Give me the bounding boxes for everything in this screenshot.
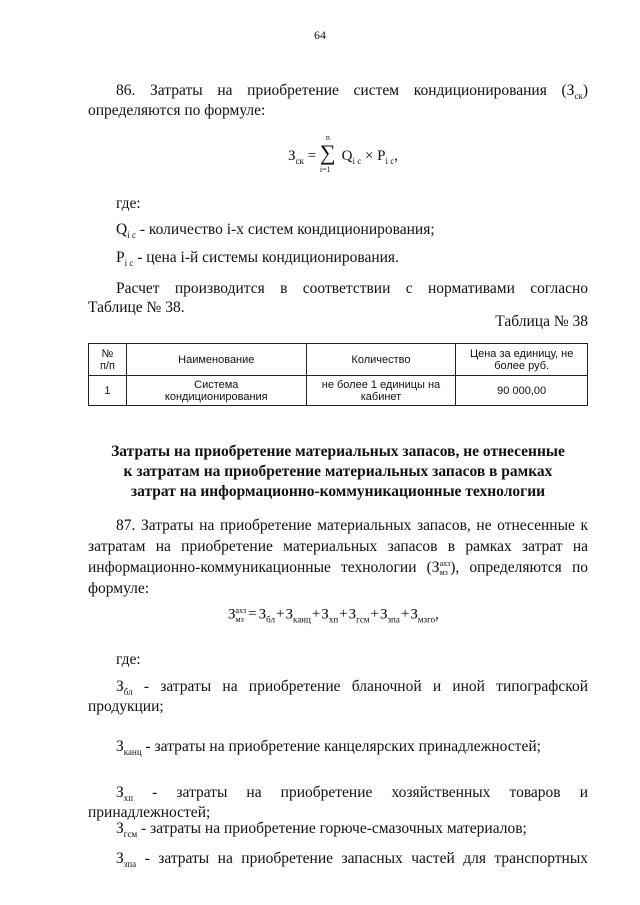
formula1-eq: = bbox=[307, 148, 317, 164]
p87-line3a: информационно-коммуникационные технологии (З bbox=[88, 559, 440, 576]
header-price: Цена за единицу, не более руб. bbox=[456, 344, 588, 376]
formula2-eq: = bbox=[248, 606, 257, 623]
definition-item bbox=[116, 818, 588, 845]
formula1-p-sub: i c bbox=[385, 156, 395, 166]
formula1-end: , bbox=[394, 148, 399, 164]
formula2-term-sub: бл bbox=[266, 614, 275, 625]
paragraph-87-line4: формуле: bbox=[88, 580, 150, 597]
cell-qty: не более 1 единицы на кабинет bbox=[306, 376, 456, 406]
formula2-lhs: З bbox=[228, 606, 236, 623]
definition-continuation: принадлежностей; bbox=[88, 804, 211, 821]
cell-num: 1 bbox=[89, 376, 127, 406]
formula2-term-sub: хп bbox=[328, 614, 339, 625]
sum-bottom: i=1 bbox=[319, 165, 331, 174]
definition-symbol: З bbox=[116, 784, 124, 801]
p87-sub: мз bbox=[439, 568, 448, 578]
where-label-1: где: bbox=[116, 195, 141, 212]
definition-sub: хп bbox=[123, 793, 134, 804]
formula2-term-symbol: З bbox=[379, 606, 388, 623]
formula1-q: Q bbox=[341, 148, 353, 164]
formula2-term-symbol: З bbox=[258, 606, 267, 623]
formula-zmz bbox=[228, 606, 439, 624]
formula2-term-sub: канц bbox=[292, 614, 311, 625]
paragraph-87-line3 bbox=[88, 557, 588, 579]
p87-line3b: ), определяются по bbox=[450, 559, 589, 576]
definition-sub: канц bbox=[123, 747, 142, 758]
definition-item bbox=[116, 736, 588, 763]
formula2-term-symbol: З bbox=[348, 606, 357, 623]
calc-text-line1: Расчет производится в соответствии с нормативами согласно bbox=[116, 280, 588, 297]
def-q-text: - количество i-х систем кондиционирования; bbox=[139, 221, 435, 238]
definition-p bbox=[116, 247, 596, 274]
cell-name: Система кондиционирования bbox=[126, 376, 306, 406]
formula2-term-symbol: З bbox=[410, 606, 418, 623]
formula2-lhs-sub: мз bbox=[235, 615, 244, 624]
formula2-term-sub: мзго bbox=[417, 614, 436, 625]
p86-end: ) bbox=[582, 82, 588, 99]
p86-sub: ск bbox=[574, 91, 583, 102]
paragraph-86-line2: определяются по формуле: bbox=[88, 102, 266, 119]
calc-text-line2: Таблице № 38. bbox=[88, 299, 185, 316]
sum-symbol: ∑ n i=1 bbox=[319, 133, 336, 174]
definition-text: - затраты на приобретение запасных частей для транспортных bbox=[136, 850, 588, 867]
formula2-plus: + bbox=[370, 606, 379, 623]
table-caption: Таблица № 38 bbox=[495, 313, 588, 330]
formula1-p: P bbox=[377, 148, 386, 164]
def-p-sub: i с bbox=[124, 258, 134, 269]
definition-symbol: З bbox=[116, 850, 124, 867]
definition-text: - затраты на приобретение канцелярских принадлежностей; bbox=[141, 738, 541, 755]
def-q-sub: i с bbox=[127, 230, 136, 241]
table-header-row bbox=[89, 344, 588, 376]
norm-table bbox=[88, 343, 588, 406]
definition-sub: гсм bbox=[123, 829, 138, 840]
p86-text: 86. Затраты на приобретение систем кондиционирования (З bbox=[116, 82, 575, 99]
header-num: № п/п bbox=[89, 344, 127, 376]
cell-price: 90 000,00 bbox=[456, 376, 588, 406]
header-qty: Количество bbox=[306, 344, 456, 376]
definition-text: - затраты на приобретение хозяйственных товаров и bbox=[133, 784, 588, 801]
formula2-term-symbol: З bbox=[285, 606, 293, 623]
formula1-q-sub: i c bbox=[352, 156, 362, 166]
definition-item bbox=[116, 848, 588, 875]
sum-top: n bbox=[325, 133, 330, 142]
formula1-lhs: З bbox=[288, 148, 296, 164]
def-p-text: - цена i-й системы кондиционирования. bbox=[137, 249, 399, 266]
where-label-2: где: bbox=[116, 651, 141, 668]
def-p-sym: P bbox=[116, 249, 125, 266]
definition-sub: бл bbox=[123, 687, 133, 698]
heading-line3: затрат на информационно-коммуникационные технологии bbox=[130, 483, 546, 500]
page-number: 64 bbox=[314, 28, 326, 42]
formula1-lhs-sub: ск bbox=[295, 156, 304, 166]
definition-symbol: З bbox=[116, 678, 124, 695]
paragraph-87-line2: затратам на приобретение материальных запасов в рамках затрат на bbox=[88, 538, 588, 555]
formula2-term-symbol: З bbox=[321, 606, 329, 623]
definition-text: - затраты на приобретение бланочной и иной типографской bbox=[132, 678, 588, 695]
heading-line1: Затраты на приобретение материальных запасов, не отнесенные bbox=[111, 443, 565, 460]
formula2-term-sub: гсм bbox=[356, 614, 370, 625]
table-row bbox=[89, 376, 588, 406]
formula2-term-sub: зпа bbox=[387, 614, 400, 625]
formula2-plus: + bbox=[275, 606, 285, 623]
heading-line2: к затратам на приобретение материальных запасов в рамках bbox=[123, 463, 553, 480]
definition-continuation: продукции; bbox=[88, 698, 164, 715]
section-heading bbox=[88, 442, 588, 502]
p87-sup: ахз bbox=[439, 559, 451, 569]
formula2-lhs-scripts bbox=[236, 606, 247, 624]
header-name: Наименование bbox=[126, 344, 306, 376]
formula2-plus: + bbox=[339, 606, 348, 623]
p87-symbol-scripts bbox=[440, 559, 451, 577]
definition-sub: зпа bbox=[123, 859, 137, 870]
formula2-end: , bbox=[435, 606, 439, 623]
definition-symbol: З bbox=[116, 820, 124, 837]
definition-text: - затраты на приобретение горюче-смазочных материалов; bbox=[137, 820, 527, 837]
formula1-times: × bbox=[364, 148, 374, 164]
formula2-plus: + bbox=[311, 606, 321, 623]
formula2-plus: + bbox=[400, 606, 410, 623]
definition-symbol: З bbox=[116, 738, 124, 755]
definition-q bbox=[116, 219, 596, 246]
formula2-lhs-sup: ахз bbox=[235, 606, 247, 615]
def-q-sym: Q bbox=[116, 221, 128, 238]
formula-zsk bbox=[288, 133, 399, 174]
paragraph-87-line1: 87. Затраты на приобретение материальных запасов, не отнесенные к bbox=[116, 517, 588, 534]
